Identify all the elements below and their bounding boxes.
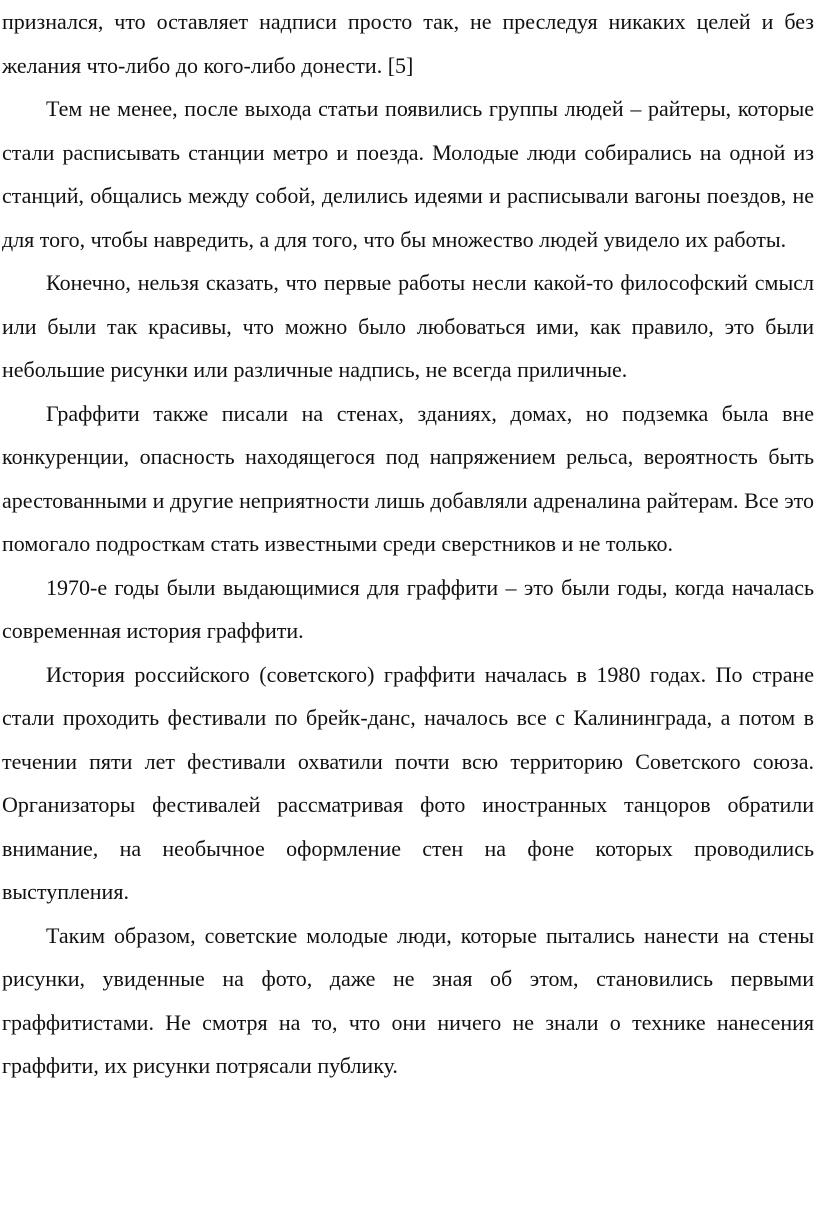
paragraph-3: Конечно, нельзя сказать, что первые работы несли какой-то философский смысл или были так красивы, что можно было любоваться ими, как правило, это были небольшие рисунки или различные надпись, не всегда приличные. bbox=[2, 270, 814, 382]
paragraph-2: Тем не менее, после выхода статьи появились группы людей – райтеры, которые стали расписывать станции метро и поезда. Молодые люди собирались на одной из станций, общались между собой, делились идеями и расписывали вагоны поездов, не для того, чтобы навредить, а для того, что бы множество людей увидело их работы. bbox=[2, 96, 814, 252]
paragraph-5: 1970-е годы были выдающимися для граффити – это были годы, когда началась современная история граффити. bbox=[2, 574, 814, 643]
paragraph-7: Таким образом, советские молодые люди, которые пытались нанести на стены рисунки, увиденные на фото, даже не зная об этом, становились первыми граффитистами. Не смотря на то, что они ничего не знали о технике нанесения граффити, их рисунки потрясали публику. bbox=[2, 922, 814, 1078]
paragraph-1: признался, что оставляет надписи просто так, не преследуя никаких целей и без желания что-либо до кого-либо донести. [5] bbox=[2, 9, 814, 78]
paragraph-6: История российского (советского) граффити началась в 1980 годах. По стране стали проходить фестивали по брейк-данс, началось все с Калининграда, а потом в течении пяти лет фестивали охватили почти всю территорию Советского союза. Организаторы фестивалей рассматривая фото иностранных танцоров обратили внимание, на необычное оформление стен на фоне которых проводились выступления. bbox=[2, 661, 814, 904]
paragraph-4: Граффити также писали на стенах, зданиях, домах, но подземка была вне конкуренции, опасность находящегося под напряжением рельса, вероятность быть арестованными и другие неприятности лишь добавляли адреналина райтерам. Все это помогало подросткам стать известными среди сверстников и не только. bbox=[2, 400, 814, 556]
